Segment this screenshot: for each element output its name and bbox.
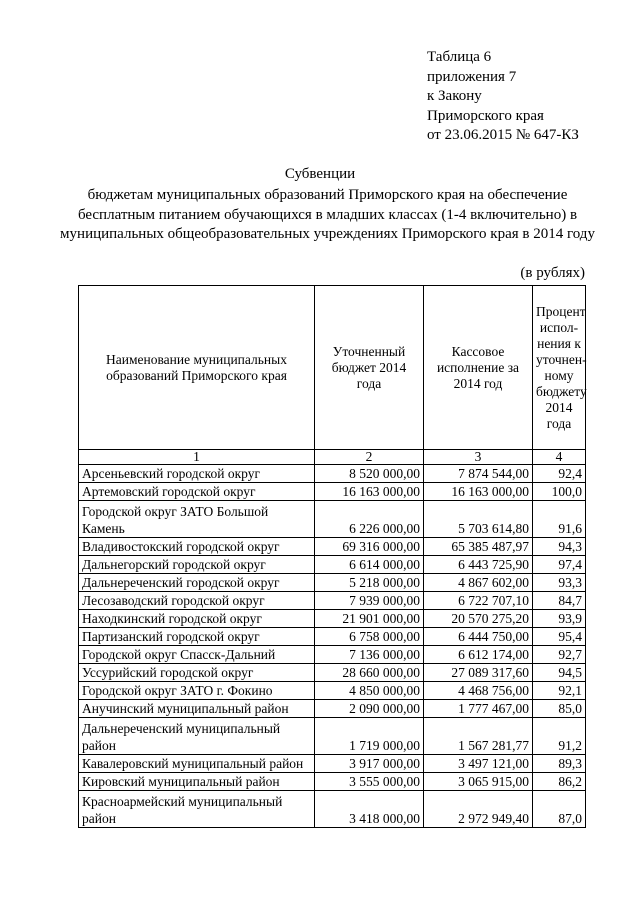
table-row [79, 556, 586, 574]
budget-value: 4 850 000,00 [315, 682, 424, 700]
budget-value: 3 917 000,00 [315, 755, 424, 773]
executed-value: 3 065 915,00 [424, 773, 533, 791]
header-municipality: Наименование муниципальных образований Приморского края [79, 286, 315, 450]
table-row [79, 538, 586, 556]
percent-value: 92,1 [533, 682, 586, 700]
executed-value: 1 777 467,00 [424, 700, 533, 718]
table-row [79, 791, 586, 828]
table-row [79, 700, 586, 718]
municipality-name: Городской округ Спасск-Дальний [79, 646, 315, 664]
column-number: 4 [533, 450, 586, 465]
budget-value: 6 226 000,00 [315, 501, 424, 538]
table-row [79, 501, 586, 538]
municipality-name: Анучинский муниципальный район [79, 700, 315, 718]
municipality-name: Городской округ ЗАТО Большой Камень [79, 501, 315, 538]
column-number: 3 [424, 450, 533, 465]
executed-value: 5 703 614,80 [424, 501, 533, 538]
appendix-line-4: Приморского края [427, 107, 544, 124]
budget-value: 28 660 000,00 [315, 664, 424, 682]
municipality-name: Партизанский городской округ [79, 628, 315, 646]
executed-value: 65 385 487,97 [424, 538, 533, 556]
municipality-name: Кировский муниципальный район [79, 773, 315, 791]
percent-value: 85,0 [533, 700, 586, 718]
budget-value: 7 939 000,00 [315, 592, 424, 610]
budget-value: 3 555 000,00 [315, 773, 424, 791]
executed-value: 16 163 000,00 [424, 483, 533, 501]
appendix-line-5: от 23.06.2015 № 647-КЗ [427, 127, 579, 144]
percent-value: 86,2 [533, 773, 586, 791]
subsidy-table [78, 285, 586, 828]
percent-value: 92,7 [533, 646, 586, 664]
executed-value: 6 443 725,90 [424, 556, 533, 574]
units-label: (в рублях) [520, 265, 585, 281]
budget-value: 2 090 000,00 [315, 700, 424, 718]
budget-value: 3 418 000,00 [315, 791, 424, 828]
table-row [79, 646, 586, 664]
table-row [79, 773, 586, 791]
executed-value: 6 444 750,00 [424, 628, 533, 646]
percent-value: 92,4 [533, 465, 586, 483]
budget-value: 8 520 000,00 [315, 465, 424, 483]
municipality-name: Дальнегорский городской округ [79, 556, 315, 574]
table-row [79, 628, 586, 646]
appendix-line-3: к Закону [427, 88, 482, 105]
executed-value: 6 722 707,10 [424, 592, 533, 610]
table-row [79, 465, 586, 483]
budget-value: 6 614 000,00 [315, 556, 424, 574]
executed-value: 27 089 317,60 [424, 664, 533, 682]
table-row [79, 664, 586, 682]
municipality-name: Дальнереченский городской округ [79, 574, 315, 592]
municipality-name: Находкинский городской округ [79, 610, 315, 628]
percent-value: 89,3 [533, 755, 586, 773]
executed-value: 6 612 174,00 [424, 646, 533, 664]
table-row [79, 574, 586, 592]
executed-value: 20 570 275,20 [424, 610, 533, 628]
percent-value: 100,0 [533, 483, 586, 501]
municipality-name: Уссурийский городской округ [79, 664, 315, 682]
percent-value: 95,4 [533, 628, 586, 646]
appendix-line-2: приложения 7 [427, 68, 517, 85]
header-percent: Процент испол- нения к уточнен- ному бюджету 2014 года [533, 286, 586, 450]
municipality-name: Кавалеровский муниципальный район [79, 755, 315, 773]
budget-value: 1 719 000,00 [315, 718, 424, 755]
budget-value: 5 218 000,00 [315, 574, 424, 592]
executed-value: 4 867 602,00 [424, 574, 533, 592]
header-budget: Уточненный бюджет 2014 года [315, 286, 424, 450]
percent-value: 97,4 [533, 556, 586, 574]
table-row [79, 718, 586, 755]
column-number: 1 [79, 450, 315, 465]
percent-value: 91,2 [533, 718, 586, 755]
executed-value: 2 972 949,40 [424, 791, 533, 828]
table-row [79, 592, 586, 610]
document-heading: Субвенции [284, 166, 356, 182]
percent-value: 91,6 [533, 501, 586, 538]
executed-value: 4 468 756,00 [424, 682, 533, 700]
municipality-name: Городской округ ЗАТО г. Фокино [79, 682, 315, 700]
table-row [79, 755, 586, 773]
table-row [79, 483, 586, 501]
municipality-name: Дальнереченский муниципальный район [79, 718, 315, 755]
percent-value: 93,3 [533, 574, 586, 592]
percent-value: 94,3 [533, 538, 586, 556]
percent-value: 94,5 [533, 664, 586, 682]
executed-value: 1 567 281,77 [424, 718, 533, 755]
municipality-name: Красноармейский муниципальный район [79, 791, 315, 828]
budget-value: 7 136 000,00 [315, 646, 424, 664]
percent-value: 87,0 [533, 791, 586, 828]
budget-value: 16 163 000,00 [315, 483, 424, 501]
table-row [79, 610, 586, 628]
municipality-name: Арсеньевский городской округ [79, 465, 315, 483]
budget-value: 21 901 000,00 [315, 610, 424, 628]
executed-value: 7 874 544,00 [424, 465, 533, 483]
table-row [79, 682, 586, 700]
appendix-line-1: Таблица 6 [427, 49, 492, 65]
municipality-name: Артемовский городской округ [79, 483, 315, 501]
document-title: бюджетам муниципальных образований Приморского края на обеспечение бесплатным питанием обучающихся в младших классах (1-4 включительно) в муниципальных общеобразовательных учреждениях Приморского края в 2014 году [60, 187, 595, 243]
header-executed: Кассовое исполнение за 2014 год [424, 286, 533, 450]
percent-value: 84,7 [533, 592, 586, 610]
municipality-name: Лесозаводский городской округ [79, 592, 315, 610]
budget-value: 6 758 000,00 [315, 628, 424, 646]
municipality-name: Владивостокский городской округ [79, 538, 315, 556]
percent-value: 93,9 [533, 610, 586, 628]
appendix-note [427, 48, 579, 146]
executed-value: 3 497 121,00 [424, 755, 533, 773]
column-number: 2 [315, 450, 424, 465]
budget-value: 69 316 000,00 [315, 538, 424, 556]
